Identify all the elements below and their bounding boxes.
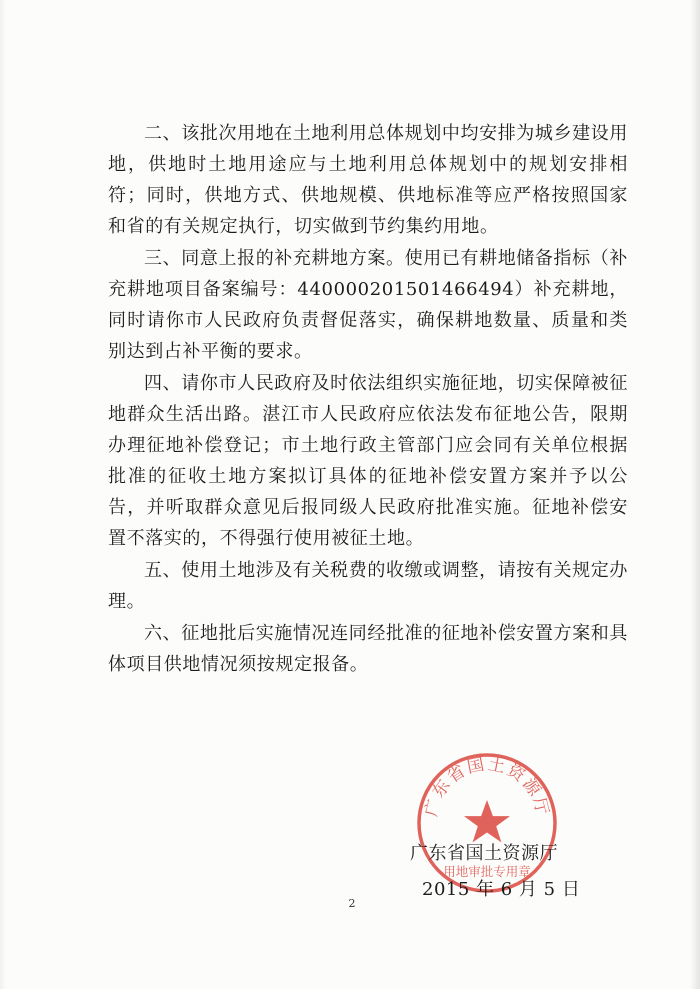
paragraph-6: 六、征地批后实施情况连同经批准的征地补偿安置方案和具体项目供地情况须按规定报备。 [108,623,628,675]
seal-star-icon [464,800,510,842]
seal-bottom-text: 用地审批专用章 [443,865,531,879]
seal-ring-text: 广东省国土资源厅 [421,754,553,819]
paragraph-3: 三、同意上报的补充耕地方案。使用已有耕地储备指标（补充耕地项目备案编号：440000201501466494）补充耕地，同时请你市人民政府负责督促落实，确保耕地数量、质量和类别达到占补平衡的要求。 [108,248,628,362]
page-number: 2 [348,897,356,910]
scan-edge-right [690,0,700,989]
scan-edge-left [0,0,6,989]
paragraph-2: 二、该批次用地在土地利用总体规划中均安排为城乡建设用地，供地时土地用途应与土地利用总体规划中的规划安排相符；同时，供地方式、供地规模、供地标准等应严格按照国家和省的有关规定执行，切实做到节约集约用地。 [108,123,628,237]
paragraph-5: 五、使用土地涉及有关税费的收缴或调整，请按有关规定办理。 [108,560,628,612]
signature-date: 2015 年 6 月 5 日 [422,879,581,900]
document-body [108,118,628,681]
signature-organization: 广东省国土资源厅 [410,843,558,864]
paragraph-4: 四、请你市人民政府及时依法组织实施征地，切实保障被征地群众生活出路。湛江市人民政府应依法发布征地公告，限期办理征地补偿登记；市土地行政主管部门应会同有关单位根据批准的征收土地方案拟订具体的征地补偿安置方案并予以公告，并听取群众意见后报同级人民政府批准实施。征地补偿安置不落实的，不得强行使用被征土地。 [108,373,628,549]
